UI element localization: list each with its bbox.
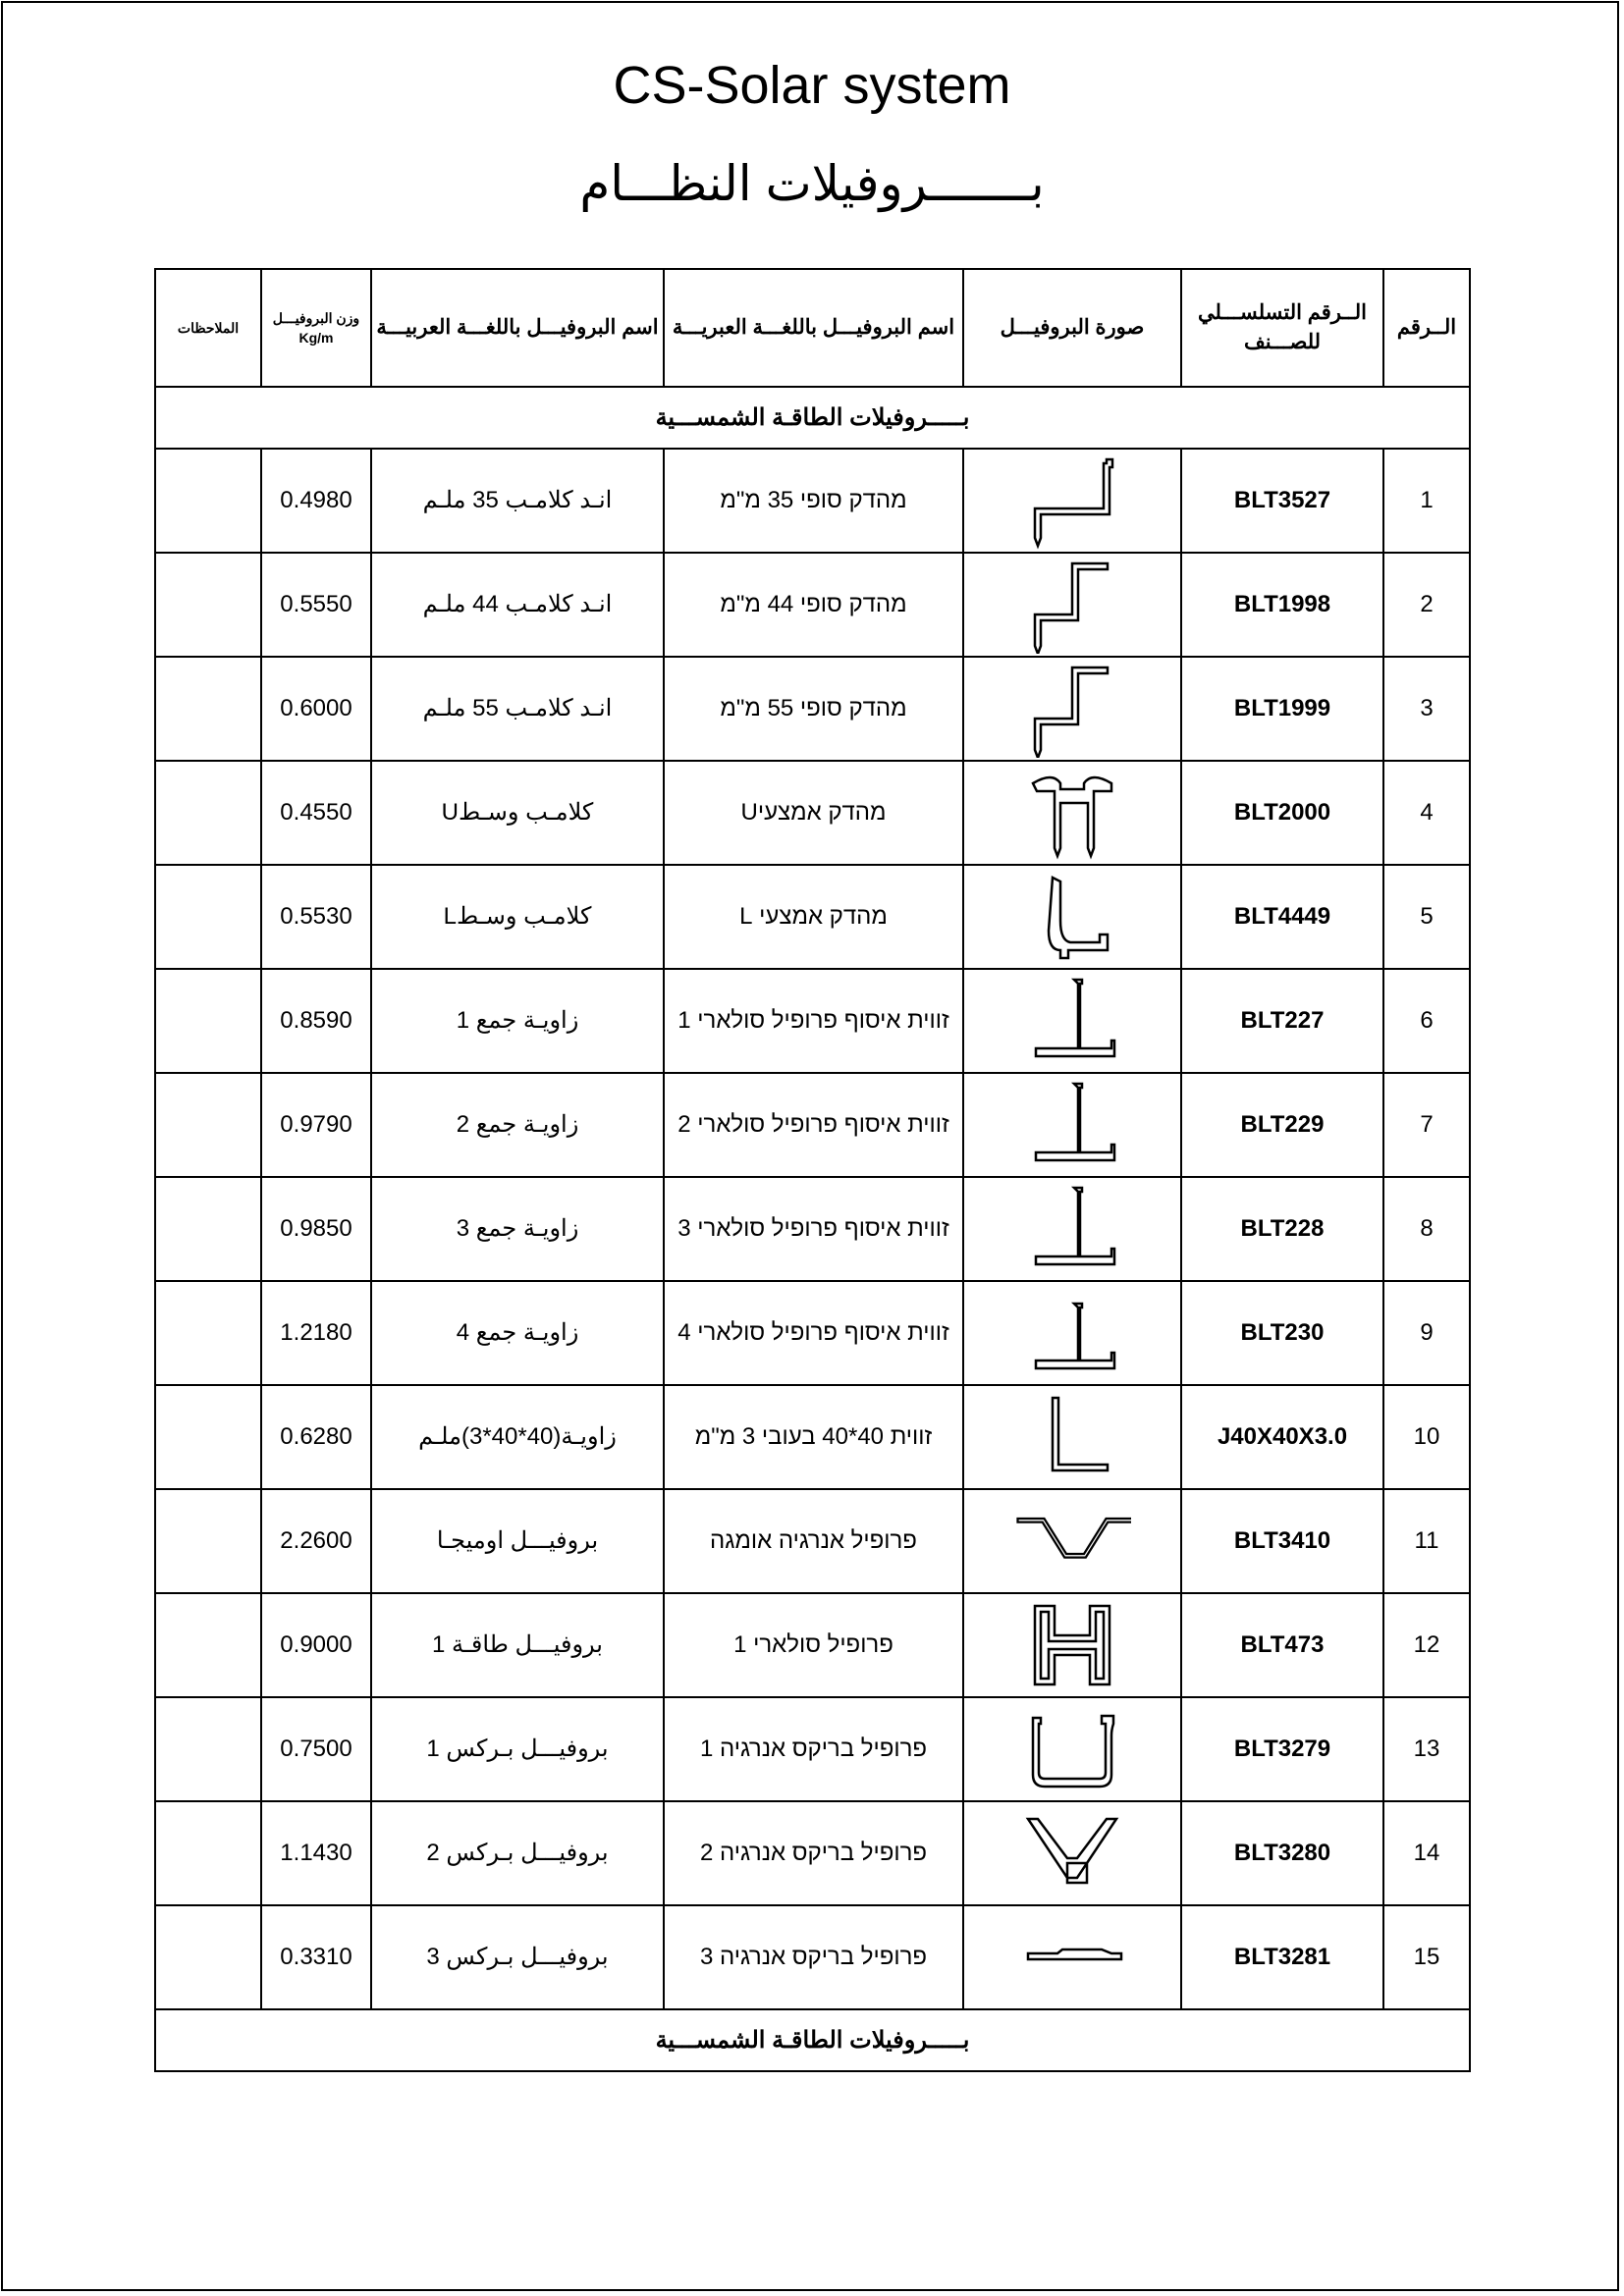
arabic-name-cell: زاويـة(40*40*3)ملـم bbox=[371, 1385, 664, 1489]
serial-code-cell: BLT2000 bbox=[1181, 761, 1383, 865]
row-number-cell: 3 bbox=[1383, 657, 1470, 761]
profile-image-cell bbox=[963, 761, 1181, 865]
profile-image-cell bbox=[963, 1489, 1181, 1593]
weight-cell: 2.2600 bbox=[261, 1489, 371, 1593]
header-weight bbox=[261, 269, 371, 387]
page-subtitle: بـــــــروفيلات النظـــام bbox=[579, 156, 1045, 211]
serial-code-cell: J40X40X3.0 bbox=[1181, 1385, 1383, 1489]
notes-cell bbox=[155, 1281, 261, 1385]
arabic-name-cell: انـد كلامـب 35 ملـم bbox=[371, 449, 664, 553]
profile-image-cell bbox=[963, 1801, 1181, 1905]
weight-cell: 0.4980 bbox=[261, 449, 371, 553]
arabic-name-cell: زاويـة جمع 2 bbox=[371, 1073, 664, 1177]
profile-drawing-icon bbox=[1013, 452, 1131, 550]
profile-image-cell bbox=[963, 865, 1181, 969]
page-title: CS-Solar system bbox=[613, 56, 1011, 115]
arabic-name-cell: زاويـة جمع 4 bbox=[371, 1281, 664, 1385]
hebrew-name-cell: זווית איסוף פרופיל סולארי 1 bbox=[664, 969, 963, 1073]
profile-drawing-icon bbox=[1013, 1284, 1131, 1382]
table-row bbox=[155, 1281, 1470, 1385]
profile-drawing-icon bbox=[1013, 764, 1131, 862]
hebrew-name-cell: מהדק אמצעי L bbox=[664, 865, 963, 969]
table-row bbox=[155, 761, 1470, 865]
row-number-cell: 4 bbox=[1383, 761, 1470, 865]
serial-code-cell: BLT3281 bbox=[1181, 1905, 1383, 2009]
arabic-name-cell: زاويـة جمع 3 bbox=[371, 1177, 664, 1281]
hebrew-name-cell: זווית איסוף פרופיל סולארי 4 bbox=[664, 1281, 963, 1385]
weight-cell: 1.1430 bbox=[261, 1801, 371, 1905]
weight-cell: 0.9000 bbox=[261, 1593, 371, 1697]
weight-cell: 0.3310 bbox=[261, 1905, 371, 2009]
serial-code-cell: BLT1999 bbox=[1181, 657, 1383, 761]
table-row bbox=[155, 865, 1470, 969]
weight-cell: 0.8590 bbox=[261, 969, 371, 1073]
row-number-cell: 7 bbox=[1383, 1073, 1470, 1177]
row-number-cell: 8 bbox=[1383, 1177, 1470, 1281]
header-notes: الملاحظات bbox=[155, 269, 261, 387]
hebrew-name-cell: זווית איסוף פרופיל סולארי 3 bbox=[664, 1177, 963, 1281]
hebrew-name-cell: פרופיל אנרגיה אומגה bbox=[664, 1489, 963, 1593]
hebrew-name-cell: מהדק סופי 44 מ"מ bbox=[664, 553, 963, 657]
weight-cell: 0.7500 bbox=[261, 1697, 371, 1801]
serial-code-cell: BLT227 bbox=[1181, 969, 1383, 1073]
arabic-name-cell: كلامـب وسـطL bbox=[371, 865, 664, 969]
hebrew-name-cell: מהדק סופי 55 מ"מ bbox=[664, 657, 963, 761]
hebrew-name-cell: מהדק אמצעיU bbox=[664, 761, 963, 865]
header-arabic-name: اسم البروفيـــل باللغـــة العربيـــة bbox=[371, 269, 664, 387]
profile-drawing-icon bbox=[1013, 660, 1131, 758]
profile-drawing-icon bbox=[1013, 1492, 1131, 1590]
row-number-cell: 11 bbox=[1383, 1489, 1470, 1593]
serial-code-cell: BLT228 bbox=[1181, 1177, 1383, 1281]
row-number-cell: 9 bbox=[1383, 1281, 1470, 1385]
table-row bbox=[155, 1905, 1470, 2009]
serial-code-cell: BLT3279 bbox=[1181, 1697, 1383, 1801]
profile-image-cell bbox=[963, 1281, 1181, 1385]
profile-drawing-icon bbox=[1013, 1388, 1131, 1486]
hebrew-name-cell: פרופיל סולארי 1 bbox=[664, 1593, 963, 1697]
weight-cell: 0.6280 bbox=[261, 1385, 371, 1489]
notes-cell bbox=[155, 1801, 261, 1905]
notes-cell bbox=[155, 1697, 261, 1801]
profile-image-cell bbox=[963, 449, 1181, 553]
weight-cell: 0.5530 bbox=[261, 865, 371, 969]
header-hebrew-name: اسم البروفيـــل باللغـــة العبريـــة bbox=[664, 269, 963, 387]
notes-cell bbox=[155, 865, 261, 969]
table-row bbox=[155, 1801, 1470, 1905]
serial-code-cell: BLT3527 bbox=[1181, 449, 1383, 553]
hebrew-name-cell: פרופיל בריקס אנרגיה 2 bbox=[664, 1801, 963, 1905]
header-serial: الــرقم التسلســـلي للصـــنف bbox=[1181, 269, 1383, 387]
row-number-cell: 5 bbox=[1383, 865, 1470, 969]
hebrew-name-cell: פרופיל בריקס אנרגיה 1 bbox=[664, 1697, 963, 1801]
hebrew-name-cell: פרופיל בריקס אנרגיה 3 bbox=[664, 1905, 963, 2009]
table-row bbox=[155, 657, 1470, 761]
arabic-name-cell: بروفيـــل بـركس 2 bbox=[371, 1801, 664, 1905]
arabic-name-cell: بروفيـــل اوميجـا bbox=[371, 1489, 664, 1593]
row-number-cell: 13 bbox=[1383, 1697, 1470, 1801]
profile-image-cell bbox=[963, 1905, 1181, 2009]
row-number-cell: 12 bbox=[1383, 1593, 1470, 1697]
notes-cell bbox=[155, 1905, 261, 2009]
weight-cell: 0.9790 bbox=[261, 1073, 371, 1177]
header-number: الــرقم bbox=[1383, 269, 1470, 387]
notes-cell bbox=[155, 1177, 261, 1281]
table-row bbox=[155, 1489, 1470, 1593]
table-row bbox=[155, 449, 1470, 553]
header-weight-label: وزن البروفيـــل bbox=[272, 310, 360, 326]
profile-drawing-icon bbox=[1013, 1076, 1131, 1174]
table-row bbox=[155, 1073, 1470, 1177]
arabic-name-cell: انـد كلامـب 55 ملـم bbox=[371, 657, 664, 761]
serial-code-cell: BLT1998 bbox=[1181, 553, 1383, 657]
profiles-table bbox=[154, 268, 1471, 2072]
notes-cell bbox=[155, 969, 261, 1073]
serial-code-cell: BLT4449 bbox=[1181, 865, 1383, 969]
hebrew-name-cell: זווית 40*40 בעובי 3 מ"מ bbox=[664, 1385, 963, 1489]
notes-cell bbox=[155, 1489, 261, 1593]
serial-code-cell: BLT230 bbox=[1181, 1281, 1383, 1385]
profile-image-cell bbox=[963, 657, 1181, 761]
table-row bbox=[155, 553, 1470, 657]
profile-image-cell bbox=[963, 1385, 1181, 1489]
row-number-cell: 15 bbox=[1383, 1905, 1470, 2009]
profile-drawing-icon bbox=[1013, 1700, 1131, 1798]
arabic-name-cell: بروفيـــل بـركس 1 bbox=[371, 1697, 664, 1801]
arabic-name-cell: كلامـب وسـطU bbox=[371, 761, 664, 865]
serial-code-cell: BLT473 bbox=[1181, 1593, 1383, 1697]
header-image: صورة البروفيـــل bbox=[963, 269, 1181, 387]
profile-image-cell bbox=[963, 1593, 1181, 1697]
section-title: بـــــروفيلات الطاقـة الشمســـية bbox=[155, 387, 1470, 449]
table-row bbox=[155, 1593, 1470, 1697]
row-number-cell: 1 bbox=[1383, 449, 1470, 553]
header-weight-unit: Kg/m bbox=[298, 330, 334, 346]
table-row bbox=[155, 1177, 1470, 1281]
row-number-cell: 10 bbox=[1383, 1385, 1470, 1489]
profile-drawing-icon bbox=[1013, 556, 1131, 654]
serial-code-cell: BLT229 bbox=[1181, 1073, 1383, 1177]
weight-cell: 0.4550 bbox=[261, 761, 371, 865]
profile-image-cell bbox=[963, 969, 1181, 1073]
profile-image-cell bbox=[963, 1697, 1181, 1801]
profile-drawing-icon bbox=[1013, 1804, 1131, 1902]
profile-image-cell bbox=[963, 553, 1181, 657]
row-number-cell: 6 bbox=[1383, 969, 1470, 1073]
row-number-cell: 14 bbox=[1383, 1801, 1470, 1905]
table-row bbox=[155, 969, 1470, 1073]
notes-cell bbox=[155, 449, 261, 553]
notes-cell bbox=[155, 657, 261, 761]
arabic-name-cell: بروفيـــل طاقـة 1 bbox=[371, 1593, 664, 1697]
arabic-name-cell: زاويـة جمع 1 bbox=[371, 969, 664, 1073]
notes-cell bbox=[155, 1385, 261, 1489]
arabic-name-cell: بروفيـــل بـركس 3 bbox=[371, 1905, 664, 2009]
weight-cell: 0.5550 bbox=[261, 553, 371, 657]
weight-cell: 0.9850 bbox=[261, 1177, 371, 1281]
section-row bbox=[155, 387, 1470, 449]
profile-image-cell bbox=[963, 1073, 1181, 1177]
notes-cell bbox=[155, 553, 261, 657]
notes-cell bbox=[155, 1073, 261, 1177]
hebrew-name-cell: זווית איסוף פרופיל סולארי 2 bbox=[664, 1073, 963, 1177]
weight-cell: 1.2180 bbox=[261, 1281, 371, 1385]
profile-drawing-icon bbox=[1013, 972, 1131, 1070]
profile-drawing-icon bbox=[1013, 1596, 1131, 1694]
footer-title: بـــــروفيلات الطاقـة الشمســـية bbox=[155, 2009, 1470, 2071]
profile-image-cell bbox=[963, 1177, 1181, 1281]
table-row bbox=[155, 1697, 1470, 1801]
serial-code-cell: BLT3280 bbox=[1181, 1801, 1383, 1905]
hebrew-name-cell: מהדק סופי 35 מ"מ bbox=[664, 449, 963, 553]
profile-drawing-icon bbox=[1013, 1180, 1131, 1278]
serial-code-cell: BLT3410 bbox=[1181, 1489, 1383, 1593]
profile-drawing-icon bbox=[1013, 868, 1131, 966]
notes-cell bbox=[155, 1593, 261, 1697]
footer-section-row bbox=[155, 2009, 1470, 2071]
notes-cell bbox=[155, 761, 261, 865]
weight-cell: 0.6000 bbox=[261, 657, 371, 761]
row-number-cell: 2 bbox=[1383, 553, 1470, 657]
header-row bbox=[155, 269, 1470, 387]
profile-drawing-icon bbox=[1013, 1908, 1131, 2006]
arabic-name-cell: انـد كلامـب 44 ملـم bbox=[371, 553, 664, 657]
table-row bbox=[155, 1385, 1470, 1489]
